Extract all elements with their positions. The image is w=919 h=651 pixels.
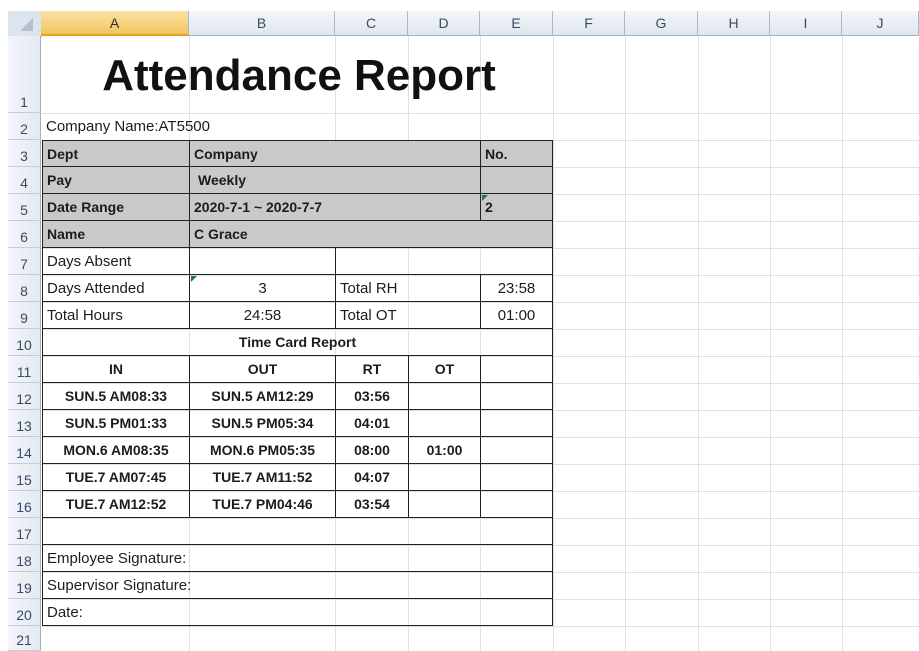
cell-e5-no-value[interactable]: 2 — [480, 193, 553, 221]
row-header-13[interactable]: 13 — [8, 410, 41, 437]
row-header-5[interactable]: 5 — [8, 194, 41, 221]
select-all-triangle-icon — [20, 18, 33, 31]
table-row-extra[interactable] — [480, 382, 553, 410]
cell-a17[interactable] — [42, 517, 553, 545]
table-row-extra[interactable] — [480, 436, 553, 464]
row-header-8[interactable]: 8 — [8, 275, 41, 302]
column-header-c[interactable]: C — [335, 11, 408, 36]
cell-e8-total-rh-value[interactable]: 23:58 — [480, 274, 553, 302]
cell-b9-total-hours-value[interactable]: 24:58 — [189, 301, 336, 329]
table-row-ot[interactable] — [408, 490, 481, 518]
table-row-rt[interactable]: 04:01 — [335, 409, 409, 437]
gridline — [770, 36, 771, 651]
table-row-extra[interactable] — [480, 463, 553, 491]
row-header-18[interactable]: 18 — [8, 545, 41, 572]
cell-a2-company-name[interactable]: Company Name:AT5500 — [46, 118, 210, 135]
column-header-a[interactable]: A — [41, 11, 189, 36]
cell-b11-out-header[interactable]: OUT — [189, 355, 336, 383]
table-row-in[interactable]: TUE.7 AM07:45 — [42, 463, 190, 491]
table-row-ot[interactable] — [408, 409, 481, 437]
cell-a8-days-attended-label[interactable]: Days Attended — [42, 274, 190, 302]
cell-a5-date-range-label[interactable]: Date Range — [42, 193, 190, 221]
table-row-ot[interactable]: 01:00 — [408, 436, 481, 464]
row-header-6[interactable]: 6 — [8, 221, 41, 248]
row-header-21[interactable]: 21 — [8, 626, 41, 651]
row-header-7[interactable]: 7 — [8, 248, 41, 275]
cell-e11[interactable] — [480, 355, 553, 383]
row-header-3[interactable]: 3 — [8, 140, 41, 167]
error-indicator-icon — [482, 195, 488, 201]
gridline — [842, 36, 843, 651]
row-header-11[interactable]: 11 — [8, 356, 41, 383]
cell-c8-total-rh-label[interactable]: Total RH — [335, 274, 481, 302]
cell-a10-time-card-title[interactable]: Time Card Report — [42, 328, 553, 356]
table-row-rt[interactable]: 04:07 — [335, 463, 409, 491]
column-header-f[interactable]: F — [553, 11, 625, 36]
report-title[interactable]: Attendance Report — [102, 51, 496, 100]
row-header-15[interactable]: 15 — [8, 464, 41, 491]
cell-b6-name-value[interactable]: C Grace — [189, 220, 553, 248]
gridline — [41, 626, 919, 627]
row-header-1[interactable]: 1 — [8, 36, 41, 113]
row-header-20[interactable]: 20 — [8, 599, 41, 626]
cell-e3-no-label[interactable]: No. — [480, 140, 553, 167]
table-row-rt[interactable]: 03:54 — [335, 490, 409, 518]
error-indicator-icon — [191, 276, 197, 282]
cell-a3-dept-label[interactable]: Dept — [42, 140, 190, 167]
row-header-10[interactable]: 10 — [8, 329, 41, 356]
table-row-out[interactable]: SUN.5 PM05:34 — [189, 409, 336, 437]
cell-a7-days-absent-label[interactable]: Days Absent — [42, 247, 190, 275]
table-row-out[interactable]: MON.6 PM05:35 — [189, 436, 336, 464]
cell-a4-pay-label[interactable]: Pay — [42, 166, 190, 194]
column-header-g[interactable]: G — [625, 11, 698, 36]
column-header-e[interactable]: E — [480, 11, 553, 36]
gridline — [625, 36, 626, 651]
row-header-9[interactable]: 9 — [8, 302, 41, 329]
row-header-17[interactable]: 17 — [8, 518, 41, 545]
table-row-extra[interactable] — [480, 409, 553, 437]
table-row-in[interactable]: SUN.5 PM01:33 — [42, 409, 190, 437]
table-row-rt[interactable]: 08:00 — [335, 436, 409, 464]
cell-a18-employee-signature[interactable]: Employee Signature: — [42, 544, 553, 572]
cell-a11-in-header[interactable]: IN — [42, 355, 190, 383]
column-header-j[interactable]: J — [842, 11, 919, 36]
table-row-out[interactable]: TUE.7 PM04:46 — [189, 490, 336, 518]
gridline — [698, 36, 699, 651]
cell-c11-rt-header[interactable]: RT — [335, 355, 409, 383]
cell-a9-total-hours-label[interactable]: Total Hours — [42, 301, 190, 329]
cell-a20-date[interactable]: Date: — [42, 598, 553, 626]
cell-b8-days-attended-value[interactable]: 3 — [189, 274, 336, 302]
cell-b5-date-range-value[interactable]: 2020-7-1 ~ 2020-7-7 — [189, 193, 481, 221]
cell-b7[interactable] — [189, 247, 336, 275]
row-header-12[interactable]: 12 — [8, 383, 41, 410]
column-header-i[interactable]: I — [770, 11, 842, 36]
table-row-ot[interactable] — [408, 463, 481, 491]
row-header-19[interactable]: 19 — [8, 572, 41, 599]
select-all-corner[interactable] — [8, 11, 42, 37]
table-row-out[interactable]: SUN.5 AM12:29 — [189, 382, 336, 410]
cell-e9-total-ot-value[interactable]: 01:00 — [480, 301, 553, 329]
table-row-in[interactable]: MON.6 AM08:35 — [42, 436, 190, 464]
cell-b4-pay-value[interactable]: Weekly — [189, 166, 481, 194]
row-header-14[interactable]: 14 — [8, 437, 41, 464]
row-header-2[interactable]: 2 — [8, 113, 41, 140]
cell-c9-total-ot-label[interactable]: Total OT — [335, 301, 481, 329]
cell-c7[interactable] — [335, 247, 553, 275]
cell-a19-supervisor-signature[interactable]: Supervisor Signature: — [42, 571, 553, 599]
table-row-ot[interactable] — [408, 382, 481, 410]
table-row-out[interactable]: TUE.7 AM11:52 — [189, 463, 336, 491]
cell-e4[interactable] — [480, 166, 553, 194]
column-header-d[interactable]: D — [408, 11, 480, 36]
gridline — [553, 36, 554, 651]
column-header-b[interactable]: B — [189, 11, 335, 36]
table-row-in[interactable]: TUE.7 AM12:52 — [42, 490, 190, 518]
table-row-rt[interactable]: 03:56 — [335, 382, 409, 410]
column-header-h[interactable]: H — [698, 11, 770, 36]
row-header-16[interactable]: 16 — [8, 491, 41, 518]
cell-a6-name-label[interactable]: Name — [42, 220, 190, 248]
table-row-in[interactable]: SUN.5 AM08:33 — [42, 382, 190, 410]
table-row-extra[interactable] — [480, 490, 553, 518]
cell-b3-dept-value[interactable]: Company — [189, 140, 481, 167]
cell-d11-ot-header[interactable]: OT — [408, 355, 481, 383]
row-header-4[interactable]: 4 — [8, 167, 41, 194]
